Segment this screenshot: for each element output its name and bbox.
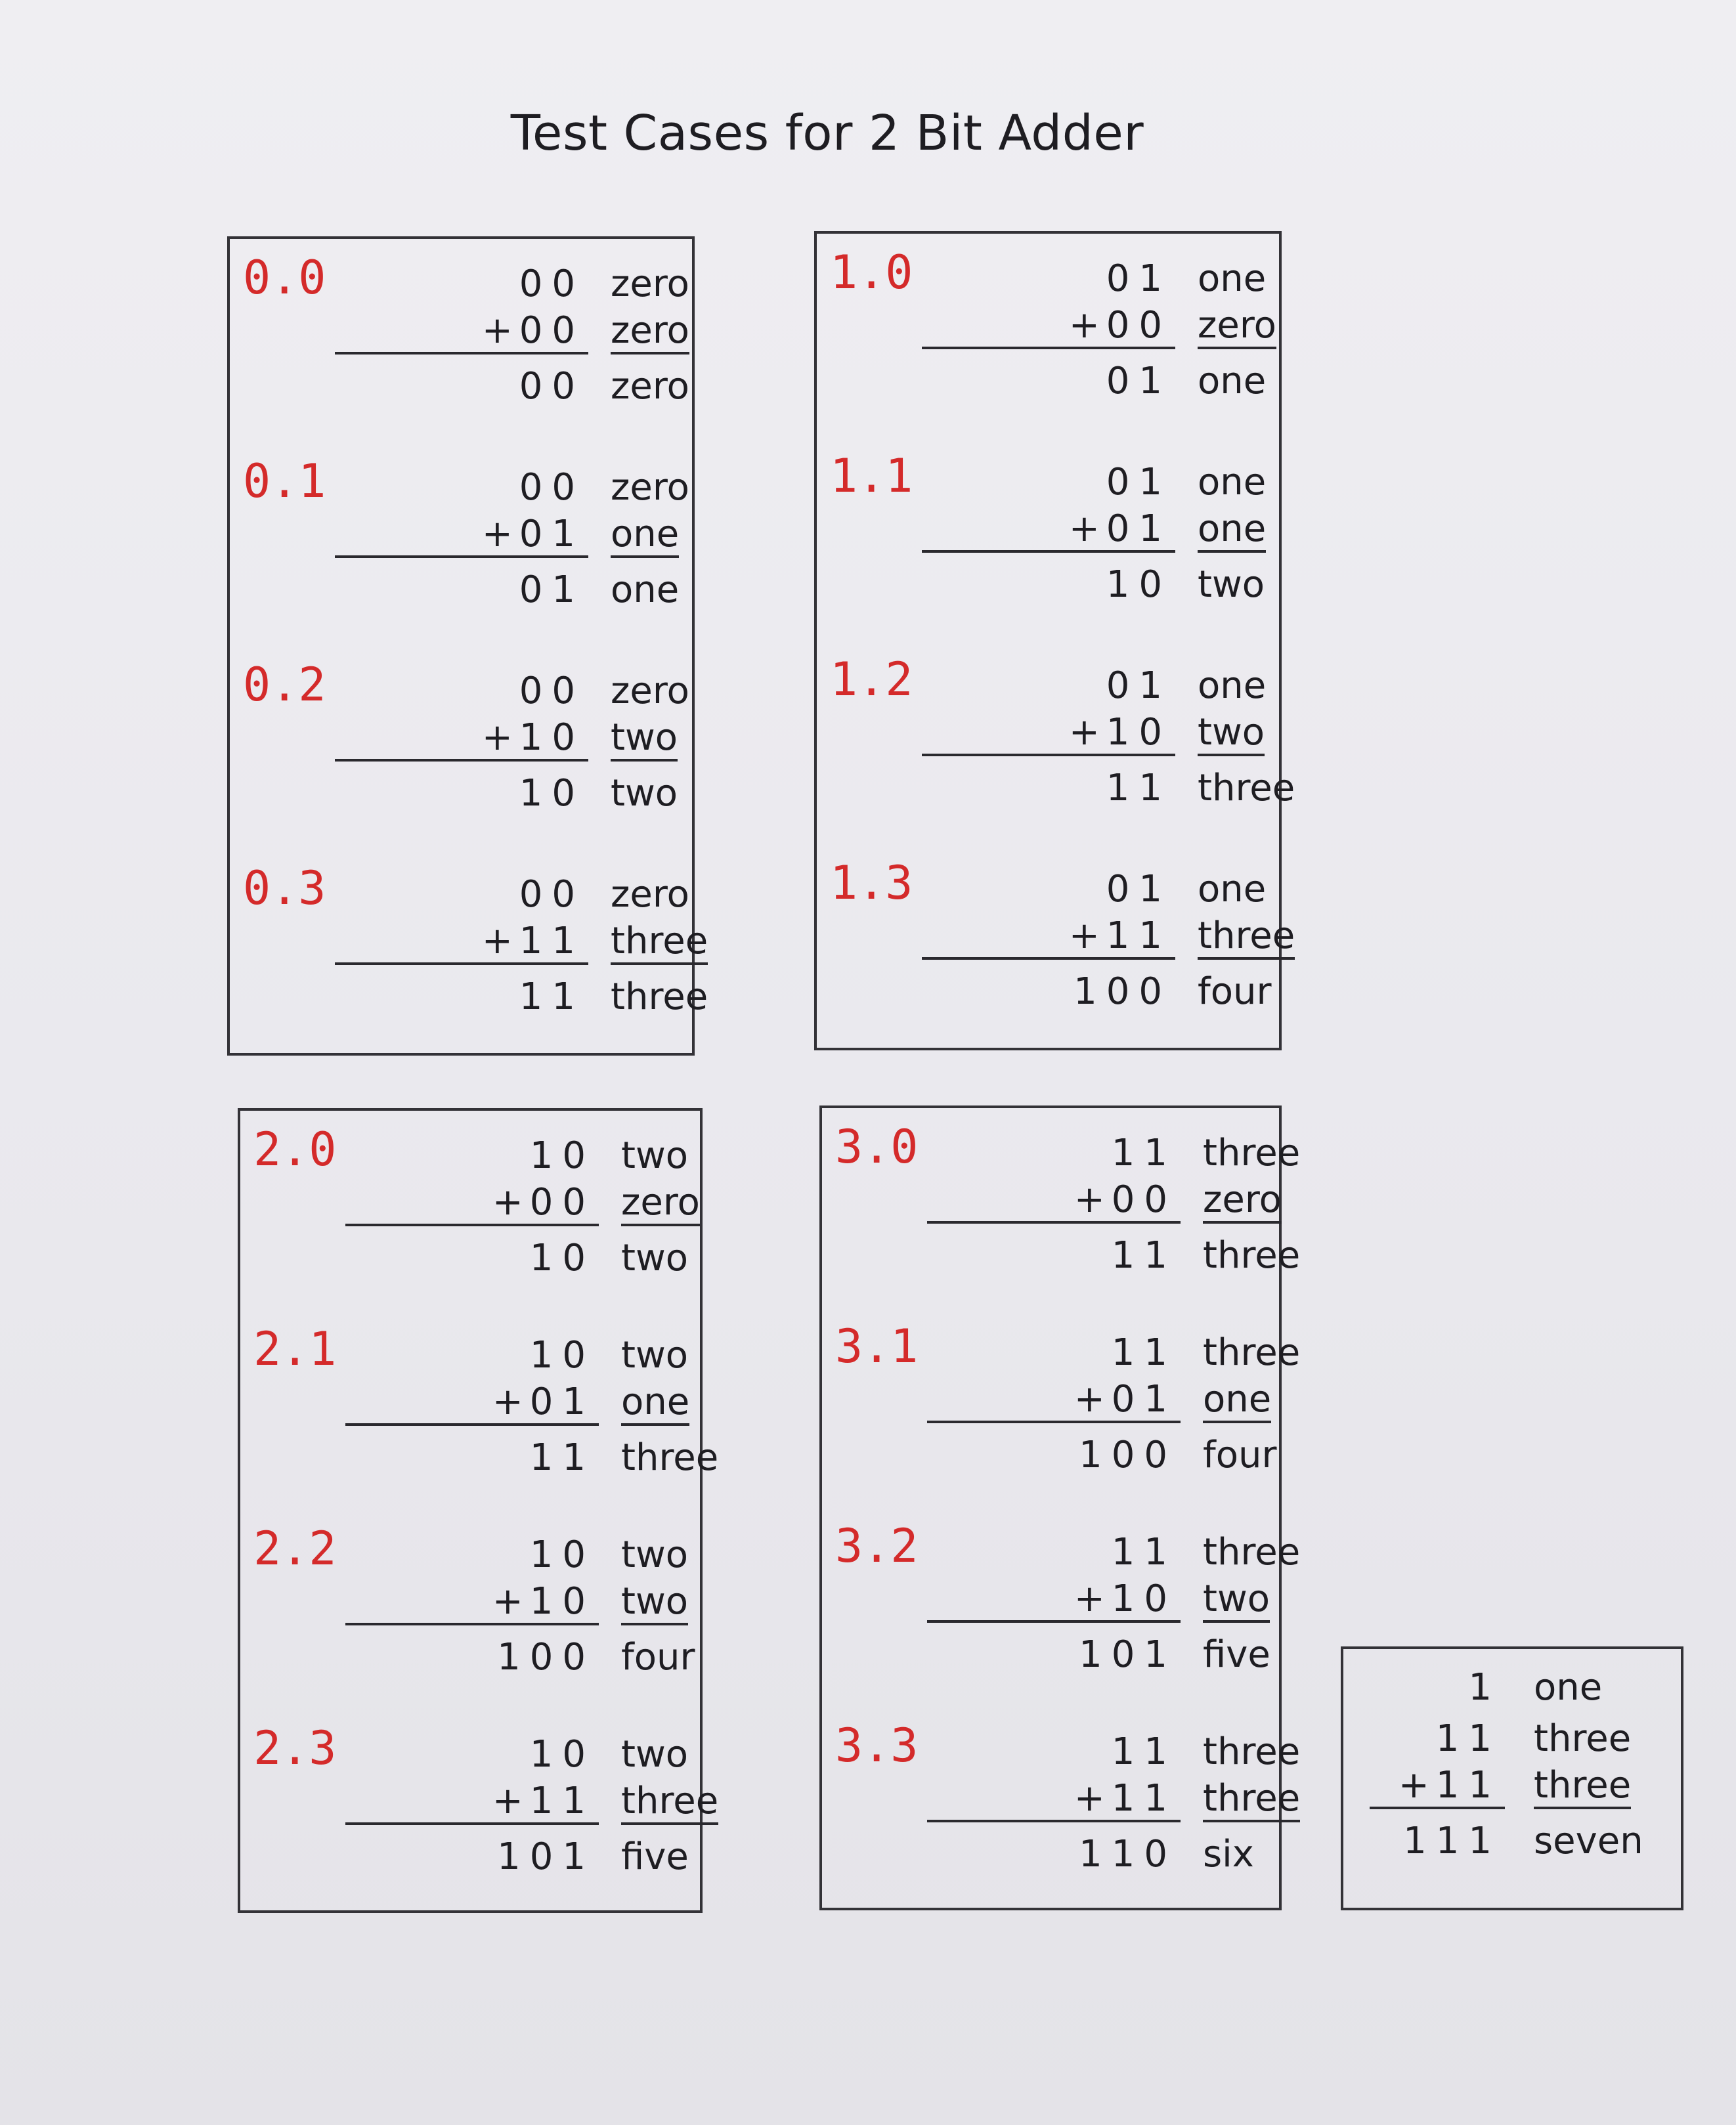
plus-sign: + <box>1068 711 1100 754</box>
test-case <box>817 449 1279 621</box>
case-label: 2.2 <box>253 1522 337 1576</box>
operand-a-binary: 10 <box>529 1134 595 1177</box>
plus-sign: + <box>481 920 513 962</box>
operand-a-binary: 11 <box>1111 1132 1177 1174</box>
sum-binary: 00 <box>519 365 584 408</box>
case-label: 0.2 <box>243 658 326 712</box>
test-group-2 <box>238 1108 719 1913</box>
test-case <box>240 1522 700 1694</box>
test-case <box>822 1519 1301 1691</box>
operand-b-row <box>927 1179 1181 1224</box>
operand-b-word: two <box>1198 712 1265 756</box>
case-label: 2.1 <box>253 1322 337 1376</box>
operand-b-binary: 10 <box>1111 1578 1177 1620</box>
sum-word: four <box>621 1636 695 1679</box>
operand-a-word: two <box>621 1334 689 1377</box>
operand-b-binary: 11 <box>1435 1764 1501 1807</box>
case-label: 3.1 <box>835 1320 919 1373</box>
plus-sign: + <box>1074 1178 1105 1221</box>
sum-word: four <box>1198 970 1272 1013</box>
sum-word: five <box>621 1835 689 1878</box>
sum-word: four <box>1203 1434 1277 1476</box>
test-group-1 <box>814 231 1295 1050</box>
plus-sign: + <box>481 309 513 352</box>
sum-binary: 100 <box>497 1636 595 1679</box>
operand-b-binary: 01 <box>529 1381 595 1423</box>
operand-a-binary: 01 <box>1106 664 1171 707</box>
operand-a-binary: 11 <box>1111 1730 1177 1773</box>
operand-b-word: two <box>611 717 678 762</box>
operand-a-word: two <box>621 1534 689 1576</box>
operand-a-binary: 10 <box>529 1334 595 1377</box>
sum-word: three <box>1198 767 1295 809</box>
test-case <box>817 653 1295 825</box>
sum-binary: 10 <box>529 1237 595 1279</box>
operand-a-binary: 01 <box>1106 461 1171 504</box>
operand-b-binary: 10 <box>519 716 584 759</box>
sum-binary: 11 <box>529 1436 595 1479</box>
operand-a-word: one <box>1198 664 1267 707</box>
test-case <box>822 1719 1301 1891</box>
test-case <box>230 454 692 626</box>
operand-a-binary: 11 <box>1435 1717 1501 1760</box>
sum-binary: 10 <box>1106 563 1171 606</box>
operand-b-word: one <box>1198 508 1266 553</box>
operand-b-word: three <box>611 920 708 965</box>
operand-b-row <box>345 1780 599 1825</box>
sum-binary: 11 <box>1111 1234 1177 1277</box>
sum-binary: 101 <box>1079 1633 1177 1676</box>
operand-b-word: three <box>1534 1765 1631 1809</box>
operand-a-word: three <box>1203 1531 1301 1574</box>
test-case <box>230 658 692 830</box>
operand-b-binary: 01 <box>1106 507 1171 550</box>
operand-b-row <box>922 915 1175 960</box>
sum-binary: 11 <box>519 976 584 1018</box>
plus-sign: + <box>492 1780 523 1822</box>
sum-binary: 11 <box>1106 767 1171 809</box>
plus-sign: + <box>1074 1777 1105 1820</box>
operand-b-word: two <box>621 1581 688 1625</box>
carry-word: one <box>1534 1666 1603 1709</box>
sum-binary: 100 <box>1079 1434 1177 1476</box>
sum-word: six <box>1203 1833 1254 1876</box>
case-label: 0.0 <box>243 251 326 305</box>
sum-binary: 10 <box>519 772 584 815</box>
sum-word: three <box>1203 1234 1301 1277</box>
case-label: 2.3 <box>253 1721 337 1775</box>
sum-word: one <box>1198 360 1267 402</box>
operand-b-word: three <box>1203 1778 1300 1822</box>
plus-sign: + <box>1398 1764 1429 1807</box>
operand-b-word: zero <box>1198 305 1276 349</box>
operand-a-binary: 00 <box>519 670 584 712</box>
test-group-0 <box>227 236 708 1056</box>
operand-b-binary: 10 <box>1106 711 1171 754</box>
test-case <box>240 1123 700 1295</box>
sum-word: two <box>611 772 678 815</box>
operand-b-binary: 11 <box>529 1780 595 1822</box>
case-label: 1.3 <box>830 856 913 910</box>
operand-a-word: two <box>621 1733 689 1776</box>
operand-a-binary: 11 <box>1111 1531 1177 1574</box>
operand-a-binary: 01 <box>1106 257 1171 300</box>
plus-sign: + <box>1068 914 1100 957</box>
test-case <box>240 1322 719 1494</box>
operand-b-word: zero <box>1203 1179 1282 1224</box>
plus-sign: + <box>1068 507 1100 550</box>
operand-b-binary: 11 <box>1111 1777 1177 1820</box>
operand-a-binary: 00 <box>519 873 584 916</box>
operand-a-word: three <box>1534 1717 1632 1760</box>
operand-b-binary: 00 <box>519 309 584 352</box>
operand-a-word: one <box>1198 461 1267 504</box>
operand-b-row <box>335 513 588 558</box>
operand-b-binary: 01 <box>519 513 584 555</box>
case-label: 1.1 <box>830 449 913 503</box>
plus-sign: + <box>1074 1378 1105 1421</box>
plus-sign: + <box>492 1381 523 1423</box>
page-title: Test Cases for 2 Bit Adder <box>510 105 1144 161</box>
test-case <box>822 1120 1301 1292</box>
case-label: 0.1 <box>243 454 326 508</box>
sum-word: zero <box>611 365 689 408</box>
operand-b-row <box>922 712 1175 756</box>
operand-b-binary: 11 <box>519 920 584 962</box>
plus-sign: + <box>492 1580 523 1623</box>
sum-binary: 111 <box>1403 1820 1501 1862</box>
case-label: 0.3 <box>243 861 326 915</box>
operand-a-binary: 11 <box>1111 1331 1177 1374</box>
sum-binary: 110 <box>1079 1833 1177 1876</box>
operand-a-binary: 01 <box>1106 868 1171 911</box>
sum-word: two <box>1198 563 1265 606</box>
sum-word: one <box>611 569 680 611</box>
case-label: 2.0 <box>253 1123 337 1176</box>
sum-binary: 101 <box>497 1835 595 1878</box>
operand-a-binary: 10 <box>529 1733 595 1776</box>
sum-word: five <box>1203 1633 1270 1676</box>
sum-binary: 100 <box>1074 970 1171 1013</box>
plus-sign: + <box>481 513 513 555</box>
operand-a-word: three <box>1203 1132 1301 1174</box>
operand-a-binary: 10 <box>529 1534 595 1576</box>
operand-b-row <box>1370 1765 1505 1809</box>
operand-b-word: one <box>621 1381 689 1426</box>
test-case <box>817 246 1279 418</box>
sum-word: two <box>621 1237 689 1279</box>
sum-binary: 01 <box>519 569 584 611</box>
operand-b-binary: 00 <box>1111 1178 1177 1221</box>
operand-b-row <box>927 1379 1181 1423</box>
operand-b-binary: 01 <box>1111 1378 1177 1421</box>
operand-b-row <box>345 1581 599 1625</box>
sum-binary: 01 <box>1106 360 1171 402</box>
operand-b-binary: 00 <box>1106 304 1171 347</box>
operand-b-word: zero <box>621 1182 700 1226</box>
operand-b-row <box>345 1182 599 1226</box>
operand-a-binary: 00 <box>519 263 584 305</box>
operand-a-word: zero <box>611 873 689 916</box>
case-label: 1.2 <box>830 653 913 706</box>
operand-a-word: zero <box>611 263 689 305</box>
operand-b-word: three <box>1198 915 1295 960</box>
plus-sign: + <box>1068 304 1100 347</box>
operand-b-row <box>927 1778 1181 1822</box>
operand-a-binary: 00 <box>519 466 584 509</box>
carry-binary: 1 <box>1468 1666 1501 1709</box>
operand-b-word: one <box>1203 1379 1271 1423</box>
test-case <box>230 861 708 1033</box>
operand-b-word: one <box>611 513 679 558</box>
case-label: 3.0 <box>835 1120 919 1174</box>
operand-a-word: three <box>1203 1730 1301 1773</box>
operand-b-row <box>922 305 1175 349</box>
operand-b-word: zero <box>611 310 689 354</box>
operand-a-word: three <box>1203 1331 1301 1374</box>
operand-b-binary: 10 <box>529 1580 595 1623</box>
operand-b-binary: 00 <box>529 1181 595 1224</box>
sum-word: seven <box>1534 1820 1643 1862</box>
operand-b-row <box>335 717 588 762</box>
operand-b-row <box>345 1381 599 1426</box>
case-label: 3.3 <box>835 1719 919 1772</box>
plus-sign: + <box>492 1181 523 1224</box>
operand-b-row <box>335 310 588 354</box>
plus-sign: + <box>1074 1578 1105 1620</box>
operand-a-word: zero <box>611 466 689 509</box>
operand-b-row <box>922 508 1175 553</box>
operand-a-word: zero <box>611 670 689 712</box>
operand-b-binary: 11 <box>1106 914 1171 957</box>
operand-b-word: two <box>1203 1578 1270 1623</box>
test-case <box>240 1721 719 1893</box>
plus-sign: + <box>481 716 513 759</box>
operand-a-word: one <box>1198 868 1267 911</box>
test-case <box>230 251 692 423</box>
operand-b-row <box>335 920 588 965</box>
test-group-3 <box>819 1105 1301 1910</box>
operand-b-word: three <box>621 1780 718 1825</box>
test-case <box>822 1320 1301 1492</box>
operand-a-word: one <box>1198 257 1267 300</box>
carry-example-box <box>1341 1646 1683 1910</box>
operand-a-word: two <box>621 1134 689 1177</box>
sum-word: three <box>611 976 708 1018</box>
operand-b-row <box>927 1578 1181 1623</box>
case-label: 3.2 <box>835 1519 919 1573</box>
case-label: 1.0 <box>830 246 913 299</box>
sum-word: three <box>621 1436 719 1479</box>
test-case <box>817 856 1295 1028</box>
